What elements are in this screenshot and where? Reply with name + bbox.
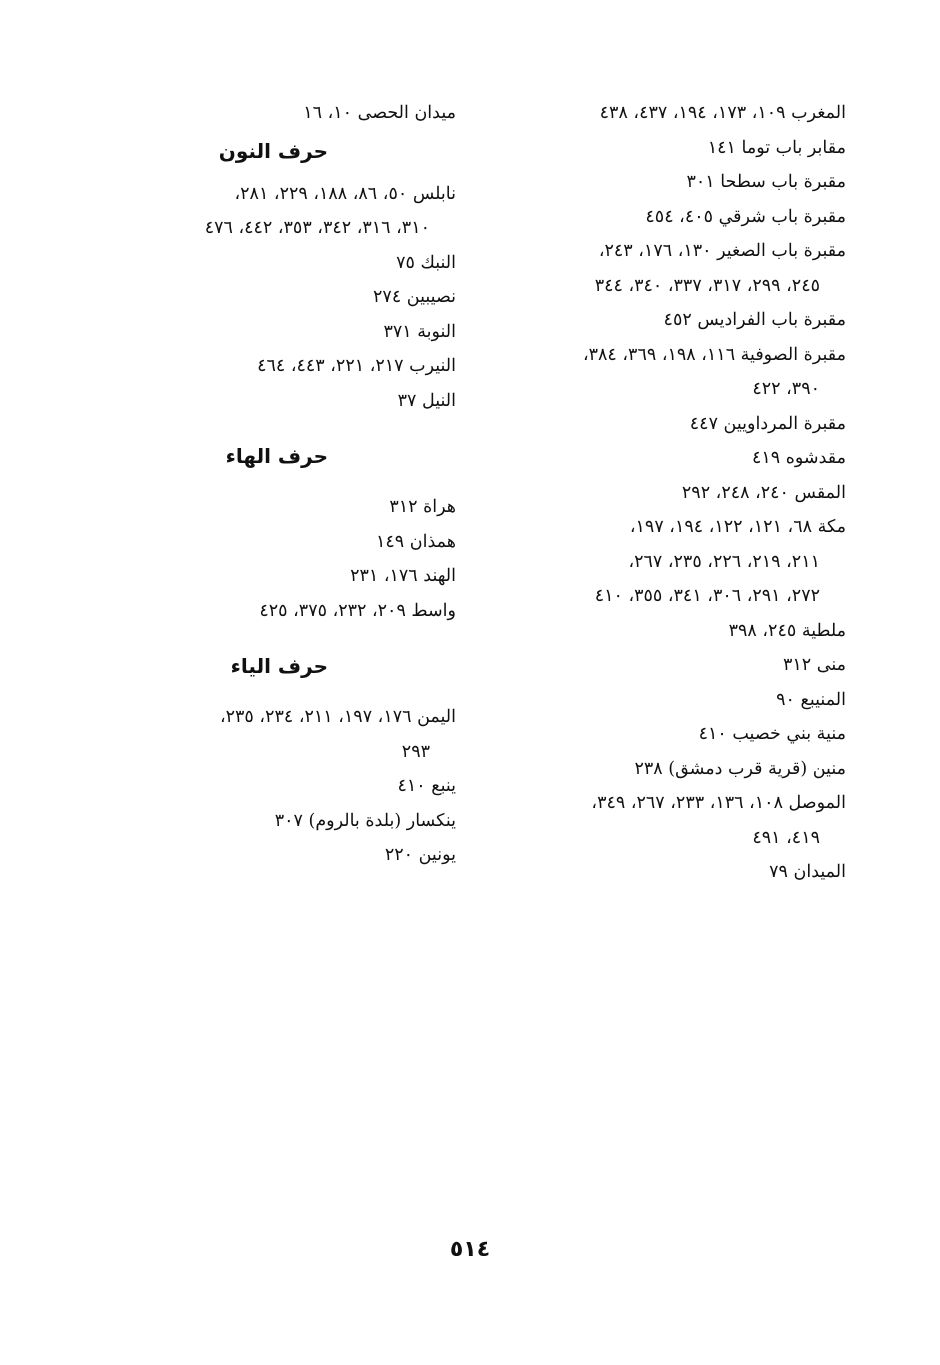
index-entry: ملطية ٢٤٥، ٣٩٨ [728, 620, 846, 641]
index-entry: هراة ٣١٢ [389, 497, 456, 517]
index-entry-continuation: ٣٩٠، ٤٢٢ [752, 379, 820, 399]
index-entry: مقبرة باب شرقي ٤٠٥، ٤٥٤ [645, 206, 846, 227]
index-entry: همذان ١٤٩ [375, 531, 456, 552]
index-entry: مقابر باب توما ١٤١ [707, 137, 846, 158]
index-entry: منية بني خصيب ٤١٠ [698, 724, 846, 744]
index-column-right [486, 96, 846, 890]
index-entry: النيل ٣٧ [397, 390, 456, 411]
index-entry: واسط ٢٠٩، ٢٣٢، ٣٧٥، ٤٢٥ [259, 600, 456, 621]
index-entry: ميدان الحصى ١٠، ١٦ [303, 103, 456, 123]
index-entry: اليمن ١٧٦، ١٩٧، ٢١١، ٢٣٤، ٢٣٥، [219, 707, 456, 727]
index-entry: منين (قرية قرب دمشق) ٢٣٨ [634, 758, 846, 779]
index-entry: النبك ٧٥ [396, 252, 456, 273]
index-entry: المغرب ١٠٩، ١٧٣، ١٩٤، ٤٣٧، ٤٣٨ [599, 103, 846, 123]
index-entry-continuation: ٢٤٥، ٢٩٩، ٣١٧، ٣٣٧، ٣٤٠، ٣٤٤ [594, 275, 820, 296]
index-entry: مقبرة باب الصغير ١٣٠، ١٧٦، ٢٤٣، [598, 241, 846, 261]
index-entry: منى ٣١٢ [782, 655, 846, 675]
index-entry: النوبة ٣٧١ [383, 321, 456, 342]
index-entry: ينكسار (بلدة بالروم) ٣٠٧ [274, 810, 456, 831]
index-entry: ينبع ٤١٠ [397, 776, 456, 796]
index-entry: مكة ٦٨، ١٢١، ١٢٢، ١٩٤، ١٩٧، [629, 517, 846, 537]
index-entry-continuation: ٢٩٣ [401, 741, 430, 762]
index-entry: الموصل ١٠٨، ١٣٦، ٢٣٣، ٢٦٧، ٣٤٩، [591, 793, 846, 813]
section-heading-yaa: حرف الياء [230, 654, 328, 678]
index-entry: مقبرة باب سطحا ٣٠١ [686, 172, 846, 192]
index-entry: الهند ١٧٦، ٢٣١ [350, 566, 456, 586]
index-entry-continuation: ٢٧٢، ٢٩١، ٣٠٦، ٣٤١، ٣٥٥، ٤١٠ [594, 586, 820, 606]
index-entry-continuation: ٣١٠، ٣١٦، ٣٤٢، ٣٥٣، ٤٤٢، ٤٧٦ [204, 218, 430, 238]
index-entry: مقبرة باب الفراديس ٤٥٢ [663, 310, 846, 330]
index-entry: نابلس ٥٠، ٨٦، ١٨٨، ٢٢٩، ٢٨١، [234, 183, 456, 204]
section-heading-noon: حرف النون [218, 138, 328, 163]
page-number: ٥١٤ [449, 1237, 491, 1262]
index-entry: المقس ٢٤٠، ٢٤٨، ٢٩٢ [681, 482, 846, 503]
index-entry: مقدشوه ٤١٩ [751, 448, 846, 468]
index-entry: يونين ٢٢٠ [384, 845, 456, 865]
index-column-left [84, 96, 456, 873]
index-entry: مقبرة الصوفية ١١٦، ١٩٨، ٣٦٩، ٣٨٤، [582, 344, 846, 365]
index-entry-continuation: ٤١٩، ٤٩١ [752, 827, 820, 848]
index-entry: نصيبين ٢٧٤ [373, 287, 456, 307]
index-entry: مقبرة المرداويين ٤٤٧ [689, 413, 846, 434]
index-entry: النيرب ٢١٧، ٢٢١، ٤٤٣، ٤٦٤ [257, 356, 456, 376]
index-entry-continuation: ٢١١، ٢١٩، ٢٢٦، ٢٣٥، ٢٦٧، [628, 551, 820, 572]
index-entry: المنيبع ٩٠ [776, 689, 846, 710]
section-heading-haa: حرف الهاء [225, 444, 328, 468]
index-entry: الميدان ٧٩ [769, 862, 846, 882]
